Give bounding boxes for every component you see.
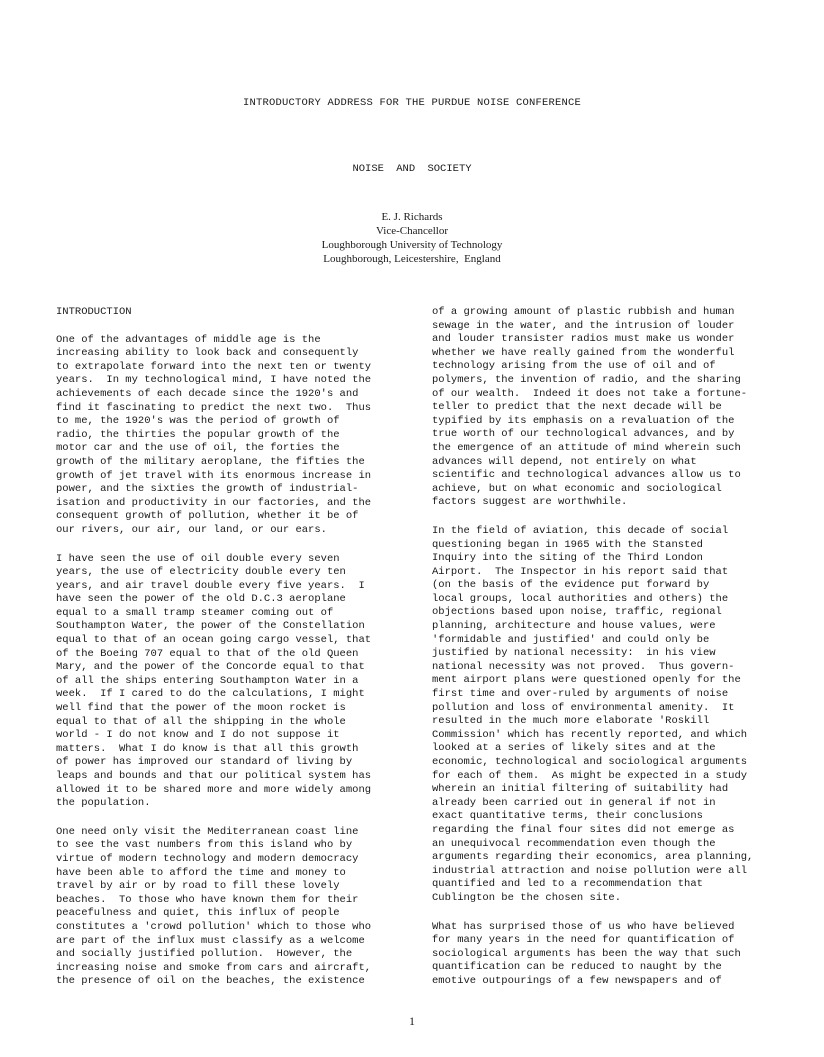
section-heading: INTRODUCTION: [56, 306, 132, 318]
author-name: E. J. Richards: [381, 211, 443, 223]
paragraph: of a growing amount of plastic rubbish and human sewage in the water, and the intrusion of louder and louder transister radios must make us wonder whether we have really gained from the wonderful technology arising from the use of oil and of polymers, the invention of radio, and the sharing of our wealth. Indeed it does not take a fortune- teller to predict that the next decade will be typified by its emphasis on a revaluation of the true worth of our technological advances, and by the emergence of an attitude of mind wherein such advances will depend, not entirely on what scientific and technological advances allow us to achieve, but on what economic and sociological factors suggest are worthwhile.: [432, 306, 748, 509]
author-block: [0, 210, 824, 266]
author-institution: Loughborough University of Technology: [321, 239, 503, 251]
left-column: [56, 306, 396, 1004]
paragraph: I have seen the use of oil double every seven years, the use of electricity double every ten years, and air travel double every five years. I have seen the power of the old D.C.3 aeroplane equal to a small tramp steamer coming out of Southampton Water, the power of the Constellation equal to that of an ocean going cargo vessel, that of the Boeing 707 equal to that of the old Queen Mary, and the power of the Concorde equal to that of all the ships entering Southampton Water in a week. If I cared to do the calculations, I might well find that the power of the moon rocket is equal to that of all the shipping in the whole world - I do not know and I do not suppose it matters. What I do know is that all this growth of power has improved our standard of living by leaps and bounds and that our political system has allowed it to be shared more and more widely among the population.: [56, 552, 372, 810]
author-role: Vice-Chancellor: [375, 225, 449, 237]
paragraph: In the field of aviation, this decade of social questioning began in 1965 with the Stansted Inquiry into the siting of the Third London Airport. The Inspector in his report said that (on the basis of the evidence put forward by local groups, local authorities and others) the objections based upon noise, traffic, regional planning, architecture and house values, were 'formidable and justified' and could only be justified by national necessity: in his view national necessity was not proved. Thus govern- ment airport plans were questioned openly for the first time and over-ruled by arguments of noise pollution and loss of environmental amenity. It resulted in the much more elaborate 'Roskill Commission' which has recently reported, and which looked at a series of likely sites and at the economic, technological and sociological arguments for each of them. As might be expected in a study wherein an initial filtering of suitability had already been carried out in general if not in exact quantitative terms, their conclusions regarding the final four sites did not emerge as an unequivocal recommendation even though the arguments regarding their economics, area planning, industrial attraction and noise pollution were all quantified and led to a recommendation that Cublington be the chosen site.: [432, 524, 754, 904]
paragraph: One of the advantages of middle age is the increasing ability to look back and consequently to extrapolate forward into the next ten or twenty years. In my technological mind, I have noted the achievements of each decade since the 1920's and find it fascinating to predict the next two. Thus to me, the 1920's was the period of growth of radio, the thirties the popular growth of the motor car and the use of oil, the forties the growth of the military aeroplane, the fifties the growth of jet travel with its enormous increase in power, and the sixties the growth of industrial- isation and productivity in our factories, and the consequent growth of pollution, whether it be of our rivers, our air, our land, or our ears.: [56, 333, 372, 536]
right-column: [432, 306, 772, 1004]
author-location: Loughborough, Leicestershire, England: [323, 253, 501, 265]
paragraph: One need only visit the Mediterranean coast line to see the vast numbers from this island who by virtue of modern technology and modern democracy have been able to afford the time and money to travel by air or by road to fill these lovely beaches. To those who have known them for their peacefulness and quiet, this influx of people constitutes a 'crowd pollution' which to those who are part of the influx must classify as a welcome and socially justified pollution. However, the increasing noise and smoke from cars and aircraft, the presence of oil on the beaches, the existence: [56, 825, 372, 988]
page-number: 1: [409, 1014, 415, 1028]
document-subtitle: NOISE AND SOCIETY: [352, 163, 472, 175]
document-title: INTRODUCTORY ADDRESS FOR THE PURDUE NOISE CONFERENCE: [242, 97, 582, 109]
paragraph: What has surprised those of us who have believed for many years in the need for quantification of sociological arguments has been the way that such quantification can be reduced to naught by the emotive outpourings of a few newspapers and of: [432, 920, 741, 987]
